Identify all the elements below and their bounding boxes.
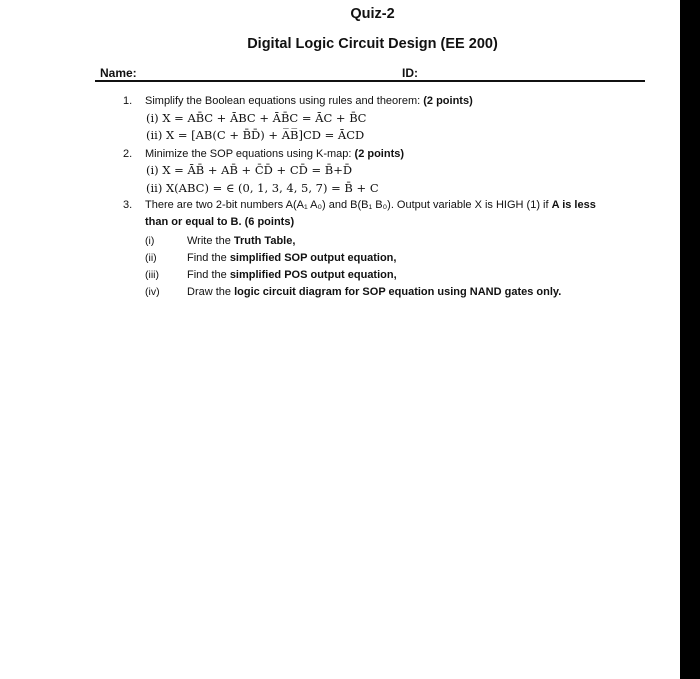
q1-number: 1. (123, 95, 133, 107)
q2-part-i-label: (i) (146, 163, 159, 177)
q1-prompt: Simplify the Boolean equations using rules and theorem: (145, 95, 421, 107)
q1-part-i (146, 111, 366, 125)
q3-line1 (145, 199, 596, 211)
q2-part-ii (146, 181, 379, 195)
q3-sub-ii-bold: simplified SOP output equation, (229, 252, 397, 264)
course-title: Digital Logic Circuit Design (EE 200) (247, 36, 498, 52)
q2-part-ii-label: (ii) (146, 181, 163, 195)
q3-sub-iii (187, 269, 397, 281)
q2-points: (2 points) (354, 148, 405, 160)
q3-sub-iii-label: (iii) (145, 269, 159, 281)
q1-points: (2 points) (423, 95, 473, 107)
q2-part-ii-equation: X(ABC) = ∈ (0, 1, 3, 4, 5, 7) = B̄ + C (166, 181, 379, 195)
q3-sub-iv-bold: logic circuit diagram for SOP equation using NAND gates only. (234, 286, 562, 298)
q3-sub-ii-text: Find the (187, 252, 230, 264)
q3-sub-ii-label: (ii) (145, 252, 157, 264)
q1-part-i-equation: X = AB̄C + ĀBC + ĀB̄C = ĀC + B̄C (162, 111, 367, 125)
q1-part-ii-equation: X = [AB(C + B̄D̄) + A̅B̅]CD = ĀCD (166, 128, 365, 142)
q3-sub-iii-text: Find the (187, 269, 230, 281)
q3-sub-i-label: (i) (145, 235, 155, 247)
q3-line1-text: There are two 2-bit numbers A(A₁ A₀) and B(B₁ B₀). Output variable X is HIGH (1) if (145, 199, 549, 211)
name-label: Name: (100, 66, 137, 80)
q3-sub-iv-label: (iv) (145, 286, 160, 298)
q1-part-ii-label: (ii) (146, 128, 163, 142)
q1-part-ii (146, 128, 364, 142)
q3-sub-i-bold: Truth Table, (233, 235, 296, 247)
q1-text (145, 95, 473, 107)
id-label: ID: (402, 66, 418, 80)
q3-sub-iii-bold: simplified POS output equation, (229, 269, 397, 281)
q2-part-i-equation: X = ĀB̄ + AB̄ + C̄D̄ + CD̄ = B̄+D̄ (162, 163, 353, 177)
q3-sub-iv (187, 286, 561, 298)
q3-points: (6 points) (244, 216, 295, 228)
q3-line1-bold: A is less (551, 199, 596, 211)
q1-part-i-label: (i) (146, 111, 159, 125)
q3-sub-iv-text: Draw the (187, 286, 235, 298)
q2-part-i (146, 163, 352, 177)
q3-sub-i (187, 235, 295, 247)
q3-line2 (145, 216, 294, 228)
q2-text (145, 148, 404, 160)
q3-sub-ii (187, 252, 396, 264)
q3-sub-i-text: Write the (187, 235, 234, 247)
q2-prompt: Minimize the SOP equations using K-map: (145, 148, 352, 160)
quiz-title: Quiz-2 (350, 6, 395, 22)
q3-line2-bold: than or equal to B. (145, 216, 242, 228)
window-edge-bar (680, 0, 700, 679)
header-divider (95, 80, 645, 82)
q2-number: 2. (123, 148, 133, 160)
q3-number: 3. (123, 199, 133, 211)
